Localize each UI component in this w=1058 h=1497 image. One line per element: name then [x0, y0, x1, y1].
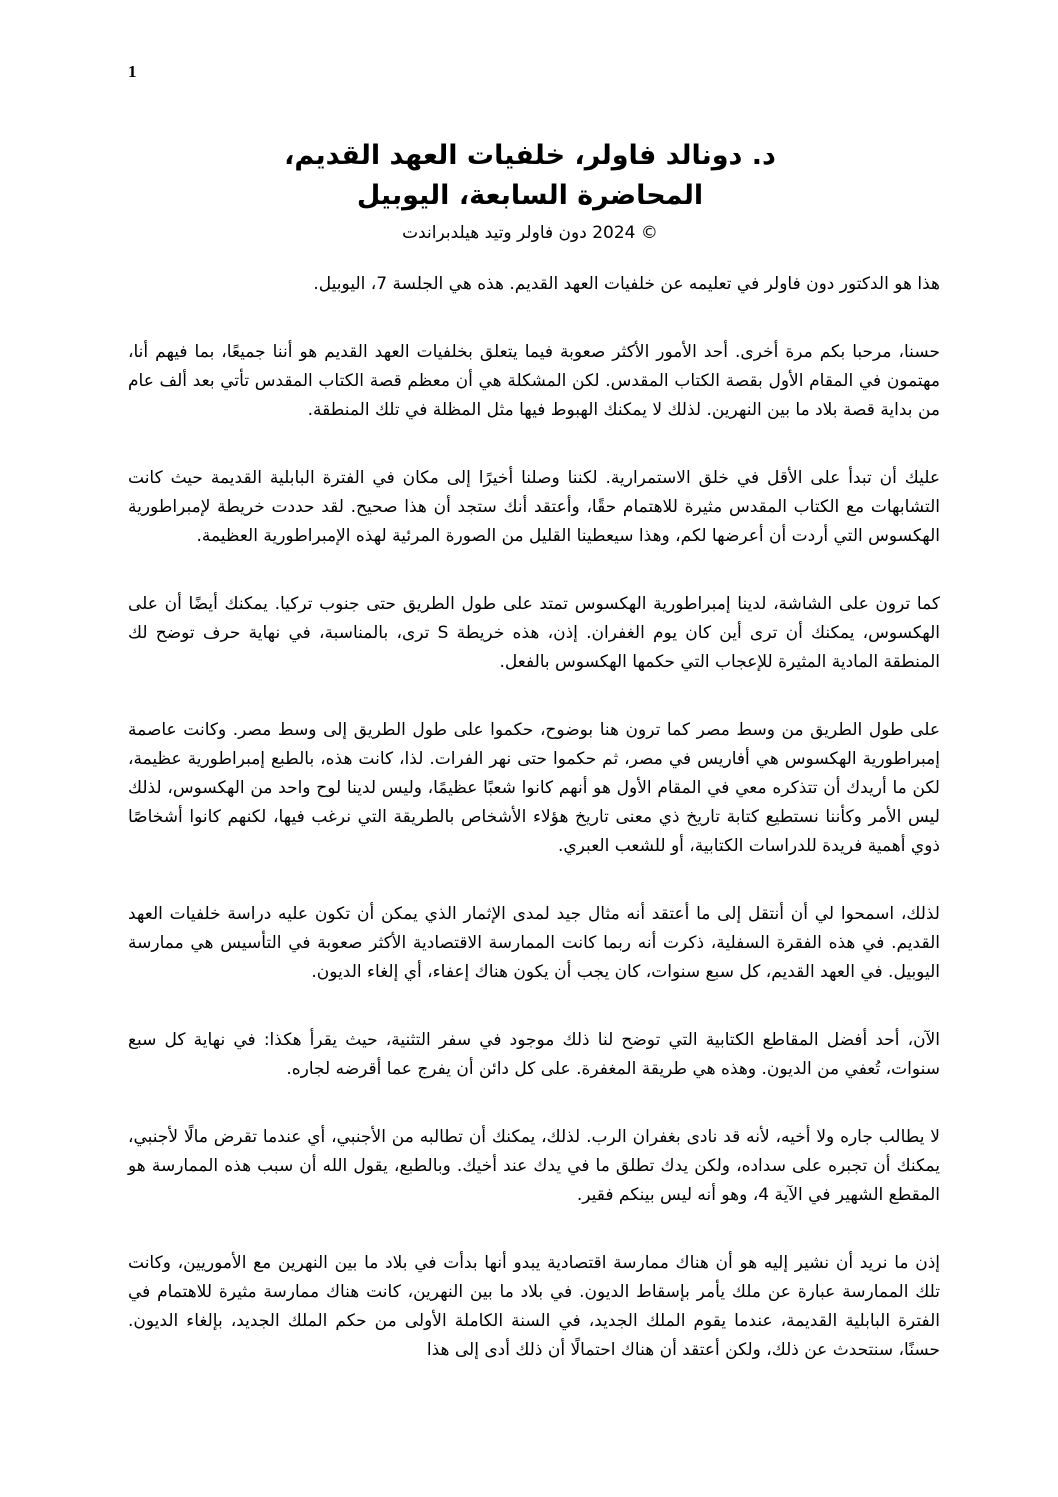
document-subtitle: المحاضرة السابعة، اليوبيل — [356, 180, 704, 211]
paragraph: إذن ما نريد أن نشير إليه هو أن هناك ممارسة اقتصادية يبدو أنها بدأت في بلاد ما بين النهرين مع الأموريين، وكانت تلك الممارسة عبارة عن ملك يأمر بإسقاط الديون. في بلاد ما بين النهرين، كانت هناك ممارسة مثيرة للاهتمام في الفترة البابلية القديمة، عندما يقوم الملك الجديد، في السنة الكاملة الأولى من حكم الملك الجديد، بإلغاء الديون. حسنًا، سنتحدث عن ذلك، ولكن أعتقد أن هناك احتمالًا أن ذلك أدى إلى هذا — [128, 1253, 940, 1360]
paragraph: حسنا، مرحبا بكم مرة أخرى. أحد الأمور الأكثر صعوبة فيما يتعلق بخلفيات العهد القديم هو أننا جميعًا، بما فيهم أنا، مهتمون في المقام الأول بقصة الكتاب المقدس. لكن المشكلة هي أن معظم قصة الكتاب المقدس تأتي بعد ألف عام من بداية قصة بلاد ما بين النهرين. لذلك لا يمكنك الهبوط فيها مثل المظلة في تلك المنطقة. — [128, 342, 940, 420]
paragraph-intro: هذا هو الدكتور دون فاولر في تعليمه عن خلفيات العهد القديم. هذه هي الجلسة 7، اليوبيل. — [313, 274, 940, 294]
paragraph: لا يطالب جاره ولا أخيه، لأنه قد نادى بغفران الرب. لذلك، يمكنك أن تطالبه من الأجنبي، أي عندما تقرض مالًا لأجنبي، يمكنك أن تجبره على سداده، ولكن يدك تطلق ما في يدك عند أخيك. وبالطبع، يقول الله أن سبب هذه الممارسة هو المقطع الشهير في الآية 4، وهو أنه ليس بينكم فقير. — [128, 1127, 940, 1205]
paragraph: لذلك، اسمحوا لي أن أنتقل إلى ما أعتقد أنه مثال جيد لمدى الإثمار الذي يمكن أن تكون عليه دراسة خلفيات العهد القديم. في هذه الفقرة السفلية، ذكرت أنه ربما كانت الممارسة الاقتصادية الأكثر صعوبة في التأسيس هي ممارسة اليوبيل. في العهد القديم، كل سبع سنوات، كان يجب أن يكون هناك إعفاء، أي إلغاء الديون. — [128, 904, 940, 982]
document-title: د. دونالد فاولر، خلفيات العهد القديم، — [284, 140, 776, 171]
paragraph: كما ترون على الشاشة، لدينا إمبراطورية الهكسوس تمتد على طول الطريق حتى جنوب تركيا. يمكنك أيضًا أن على الهكسوس، يمكنك أن ترى أين كان يوم الغفران. إذن، هذه خريطة S ترى، بالمناسبة، في نهاية حرف توضح لك المنطقة المادية المثيرة للإعجاب التي حكمها الهكسوس بالفعل. — [128, 594, 940, 672]
paragraph: على طول الطريق من وسط مصر كما ترون هنا بوضوح، حكموا على طول الطريق إلى وسط مصر. وكانت عاصمة إمبراطورية الهكسوس هي أفاريس في مصر، ثم حكموا حتى نهر الفرات. لذا، كانت هذه، بالطبع إمبراطورية عظيمة، لكن ما أريدك أن تتذكره معي في المقام الأول هو أنهم كانوا شعبًا عظيمًا، وليس لدينا لوح واحد من الهكسوس، لذلك ليس الأمر وكأننا نستطيع كتابة تاريخ ذي معنى تاريخ هؤلاء الأشخاص بالطريقة التي نرغب فيها، لكنهم كانوا أشخاصًا ذوي أهمية فريدة للدراسات الكتابية، أو للشعب العبري. — [128, 720, 940, 856]
page-number: 1 — [128, 62, 137, 81]
paragraph: عليك أن تبدأ على الأقل في خلق الاستمرارية. لكننا وصلنا أخيرًا إلى مكان في الفترة البابلية القديمة حيث كانت التشابهات مع الكتاب المقدس مثيرة للاهتمام حقًا، وأعتقد أنك ستجد أن هذا صحيح. لقد حددت خريطة لإمبراطورية الهكسوس التي أردت أن أعرضها لكم، وهذا سيعطينا القليل من الصورة المرئية لهذه الإمبراطورية العظيمة. — [128, 468, 940, 546]
document-header — [120, 136, 940, 246]
copyright-line: © 2024 دون فاولر وتيد هيلدبراندت — [402, 223, 658, 243]
paragraph: الآن، أحد أفضل المقاطع الكتابية التي توضح لنا ذلك موجود في سفر التثنية، حيث يقرأ هكذا: في نهاية كل سبع سنوات، تُعفي من الديون. وهذه هي طريقة المغفرة. على كل دائن أن يفرج عما أقرضه لجاره. — [128, 1030, 940, 1079]
document-body — [128, 270, 940, 1404]
